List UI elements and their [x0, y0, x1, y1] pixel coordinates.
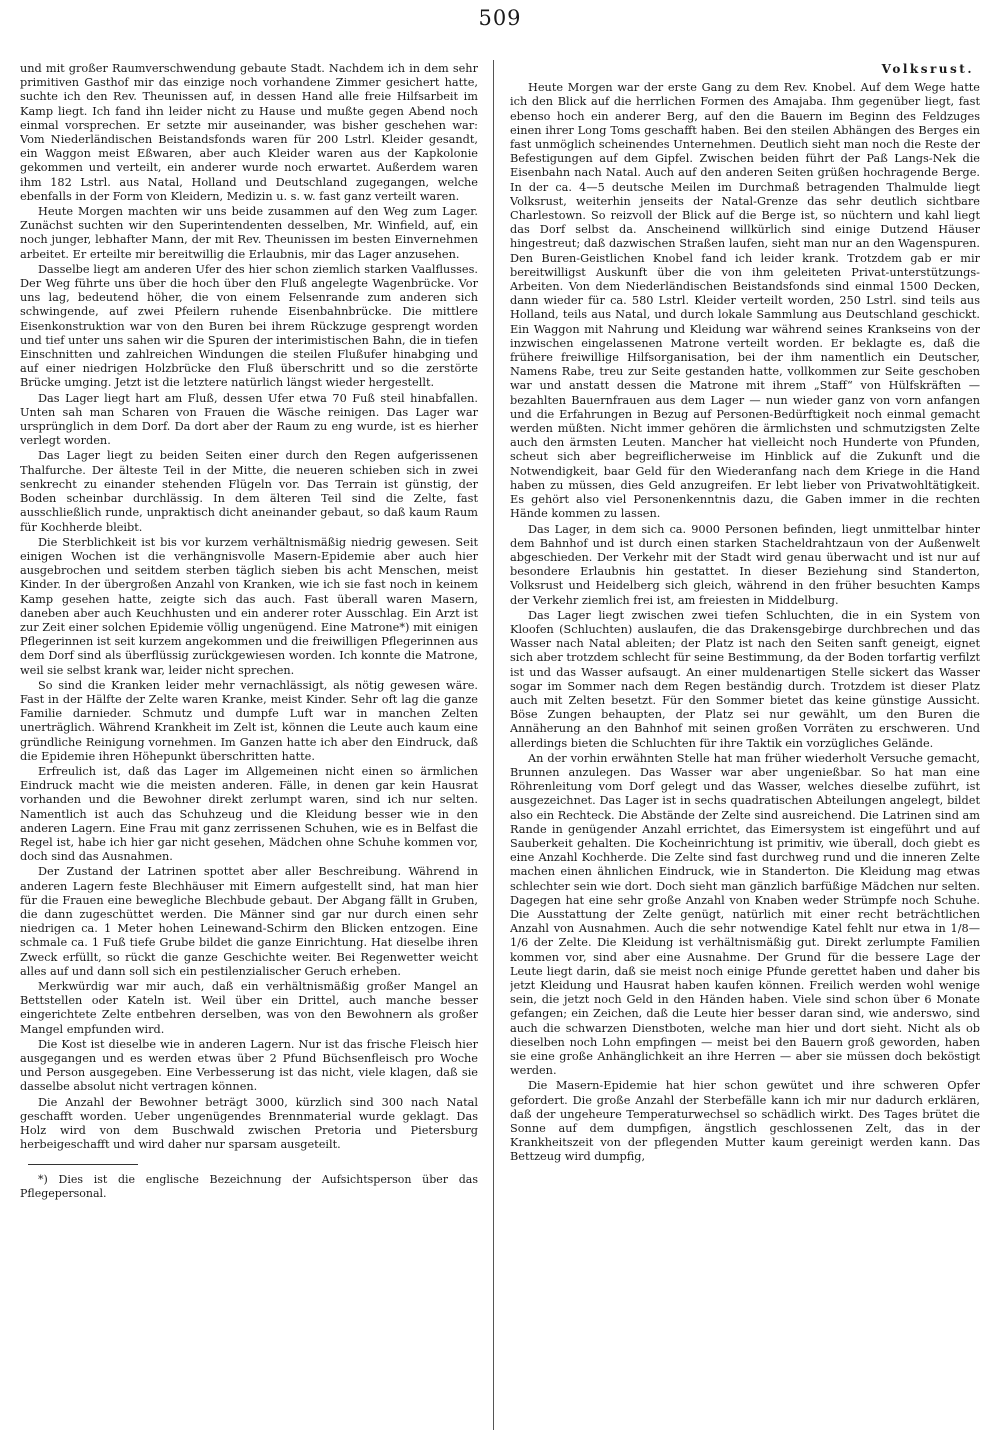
paragraph: und mit großer Raumverschwendung gebaute Stadt. Nachdem ich in dem sehr primitiven Gasthof mir das einzige noch vorhandene Zimmer gesichert hatte, suchte ich den Rev. Theunissen auf, in dessen Hand alle freie Hilfsarbeit im Kamp liegt. Ich fand ihn leider nicht zu Hause und mußte gegen Abend noch einmal vorsprechen. Er setzte mir auseinander, was bisher geschehen war: Vom Niederländischen Beistandsfonds waren für 200 Lstrl. Kleider gesandt, ein Waggon meist Eßwaren, aber auch Kleider waren aus der Kapkolonie gekommen und verteilt, ein anderer wurde noch erwartet. Außerdem waren ihm 182 Lstrl. aus Natal, Holland und Deutschland zugegangen, welche ebenfalls in der Form von Kleidern, Medizin u. s. w. fast ganz verteilt waren. — [20, 62, 478, 203]
page-number: 509 — [478, 6, 522, 30]
paragraph: Die Anzahl der Bewohner beträgt 3000, kürzlich sind 300 nach Natal geschafft worden. Ueber ungenügendes Brennmaterial wurde geklagt. Das Holz wird von dem Buschwald zwischen Pretoria und Pietersburg herbeigeschafft und wird daher nur sparsam ausgeteilt. — [20, 1095, 478, 1152]
paragraph: Heute Morgen war der erste Gang zu dem Rev. Knobel. Auf dem Wege hatte ich den Blick auf die herrlichen Formen des Amajaba. Ihm gegenüber liegt, fast ebenso hoch ein anderer Berg, auf den die Bauern im Beginn des Feldzuges einen ihrer Long Toms geschafft haben. Bei den steilen Abhängen des Berges ein fast unmöglich scheinendes Unternehmen. Deutlich sieht man noch die Reste der Befestigungen auf dem Gipfel. Zwischen beiden führt der Paß Langs-Nek die Eisenbahn nach Natal. Auch auf den anderen Seiten grüßen hochragende Berge. In der ca. 4—5 deutsche Meilen im Durchmaß betragenden Thalmulde liegt Volksrust, weiterhin jenseits der Natal-Grenze das sehr deutlich sichtbare Charlestown. So reizvoll der Blick auf die Berge ist, so nüchtern und kahl liegt das Dorf selbst da. Anscheinend willkürlich sind einige Dutzend Häuser hingestreut; daß dazwischen Straßen laufen, sieht man nur an den Wagenspuren. Den Buren-Geistlichen Knobel fand ich leider krank. Trotzdem gab er mir bereitwilligst Auskunft über die von ihm geleiteten Privat-unterstützungs-Arbeiten. Von dem Niederländischen Beistandsfonds sind einmal 1500 Decken, dann wieder für ca. 580 Lstrl. Kleider verteilt worden, 250 Lstrl. sind teils aus Holland, teils aus Natal, und durch lokale Sammlung aus Deutschland geschickt. Ein Waggon mit Nahrung und Kleidung war während seines Krankseins von der inzwischen eingelassenen Matrone verteilt worden. Er beklagte es, daß die frühere freiwillige Hilfsorganisation, bei der ihm namentlich ein Deutscher, Namens Rabe, treu zur Seite gestanden hatte, vollkommen zur Seite geschoben war und anstatt dessen die Matrone mit ihrem „Staff“ von Hülfskräften — bezahlten Bauernfrauen aus dem Lager — nun wieder ganz von vorn anfangen und die Erfahrungen in Bezug auf Personen-Bedürftigkeit noch einmal gemacht werden müßten. Nicht immer gehören die ärmlichsten und schmutzigsten Zelte auch den ärmsten Leuten. Mancher hat vielleicht noch Hunderte von Pfunden, scheut sich aber begreiflicherweise im Hinblick auf die Zukunft und die Notwendigkeit, baar Geld für den Wiederanfang nach dem Kriege in die Hand haben zu müssen, dies Geld anzugreifen. Er lebt lieber von Privatwohltätigkeit. Es gehört also viel Personenkenntnis dazu, die Gaben immer in die rechten Hände kommen zu lassen. — [510, 81, 980, 521]
right-column — [510, 62, 980, 1428]
paragraph: An der vorhin erwähnten Stelle hat man früher wiederholt Versuche gemacht, Brunnen anzulegen. Das Wasser war aber ungenießbar. So hat man eine Röhrenleitung vom Dorf gelegt und das Wasser, welches dieselbe zuführt, ist ausgezeichnet. Das Lager ist in sechs quadratischen Abteilungen angelegt, bildet also ein Rechteck. Die Abstände der Zelte sind ausreichend. Die Latrinen sind am Rande in genügender Anzahl errichtet, das Eimersystem ist eingeführt und auf Sauberkeit gehalten. Die Kocheinrichtung ist primitiv, wie überall, doch giebt es eine Anzahl Kochherde. Die Zelte sind fast durchweg rund und die inneren Zelte machen einen ähnlichen Eindruck, wie in Standerton. Die Kleidung mag etwas schlechter sein wie dort. Doch sieht man gänzlich barfüßige Mädchen nur selten. Dagegen hat eine sehr große Anzahl von Knaben weder Strümpfe noch Schuhe. Die Ausstattung der Zelte genügt, natürlich mit einer recht beträchtlichen Anzahl von Ausnahmen. Auch die sehr notwendige Katel fehlt nur etwa in 1/8—1/6 der Zelte. Die Kleidung ist verhältnismäßig gut. Direkt zerlumpte Familien kommen vor, sind aber eine Ausnahme. Der Grund für die bessere Lage der Leute liegt darin, daß sie meist noch einige Pfunde gerettet haben und daher bis jetzt Kleidung und Hausrat haben kaufen können. Freilich werden wohl wenige sein, die jetzt noch Geld in den Händen haben. Viele sind schon über 6 Monate gefangen; ein Zeichen, daß die Leute hier besser daran sind, wie anderswo, sind auch die schwarzen Dienstboten, welche man hier und dort sieht. Nicht als ob dieselben noch Lohn empfingen — meist bei den Bauern groß geworden, haben sie eine große Anhänglichkeit an ihre Herren — aber sie müssen doch beköstigt werden. — [510, 751, 980, 1078]
paragraph: Das Lager liegt hart am Fluß, dessen Ufer etwa 70 Fuß steil hinabfallen. Unten sah man Scharen von Frauen die Wäsche reinigen. Das Lager war ursprünglich in dem Dorf. Da dort aber der Raum zu eng wurde, ist es hierher verlegt worden. — [20, 391, 478, 448]
paragraph: So sind die Kranken leider mehr vernachlässigt, als nötig gewesen wäre. Fast in der Hälfte der Zelte waren Kranke, meist Kinder. Sehr oft lag die ganze Familie darnieder. Schmutz und dumpfe Luft war in manchen Zelten unerträglich. Während Krankheit im Zelt ist, können die Leute auch kaum eine gründliche Reinigung vornehmen. Im Ganzen hatte ich aber den Eindruck, daß die Epidemie ihren Höhepunkt überschritten hatte. — [20, 678, 478, 763]
paragraph: Das Lager, in dem sich ca. 9000 Personen befinden, liegt unmittelbar hinter dem Bahnhof und ist durch einen starken Stacheldrahtzaun von der Außenwelt abgeschieden. Der Verkehr mit der Stadt wird genau überwacht und ist nur auf besondere Erlaubnis hin gestattet. In dieser Beziehung sind Standerton, Volksrust und Heidelberg sich gleich, während in den früher besuchten Kamps der Verkehr ziemlich frei ist, am freiesten in Middelburg. — [510, 522, 980, 607]
footnote: *) Dies ist die englische Bezeichnung der Aufsichtsperson über das Pflegepersonal. — [20, 1173, 478, 1201]
paragraph: Die Kost ist dieselbe wie in anderen Lagern. Nur ist das frische Fleisch hier ausgegangen und es werden etwas über 2 Pfund Büchsenfleisch pro Woche und Person ausgegeben. Eine Verbesserung ist das nicht, viele klagen, daß sie dasselbe absolut nicht vertragen können. — [20, 1037, 478, 1094]
footnote-rule — [28, 1164, 138, 1165]
paragraph: Merkwürdig war mir auch, daß ein verhältnismäßig großer Mangel an Bettstellen oder Kateln ist. Weil über ein Drittel, auch manche besser eingerichtete Zelte entbehren derselben, was von den Bewohnern als großer Mangel empfunden wird. — [20, 980, 478, 1036]
left-column — [20, 62, 478, 1428]
paragraph: Das Lager liegt zu beiden Seiten einer durch den Regen aufgerissenen Thalfurche. Der älteste Teil in der Mitte, die neueren schieben sich in zwei senkrecht zu einander stehenden Flügeln vor. Das Terrain ist günstig, der Boden scheinbar durchlässig. In dem älteren Teil sind die Zelte, fast ausschließlich runde, unpraktisch dicht aneinander gebaut, so daß kaum Raum für Kochherde bleibt. — [20, 449, 478, 534]
paragraph: Heute Morgen machten wir uns beide zusammen auf den Weg zum Lager. Zunächst suchten wir den Superintendenten desselben, Mr. Winfield, auf, ein noch junger, lebhafter Mann, der mit Rev. Theunissen im besten Einvernehmen arbeitet. Er erteilte mir bereitwillig die Erlaubnis, mir das Lager anzusehen. — [20, 205, 478, 261]
paragraph: Der Zustand der Latrinen spottet aber aller Beschreibung. Während in anderen Lagern feste Blechhäuser mit Eimern aufgestellt sind, hat man hier für die Frauen eine bewegliche Blechbude gebaut. Der Abgang fällt in Gruben, die dann zugeschüttet werden. Die Männer sind gar nur durch einen sehr niedrigen ca. 1 Meter hohen Leinewand-Schirm den Blicken entzogen. Eine schmale ca. 1 Fuß tiefe Grube bildet die ganze Einrichtung. Hat dieselbe ihren Zweck erfüllt, so rückt die ganze Geschichte weiter. Bei Regenwetter weicht alles auf und dann soll sich ein pestilenzialischer Geruch erheben. — [20, 865, 478, 978]
paragraph: Das Lager liegt zwischen zwei tiefen Schluchten, die in ein System von Kloofen (Schluchten) auslaufen, die das Drakensgebirge durchbrechen und das Wasser nach Natal ableiten; der Platz ist nach den Seiten sanft geneigt, eignet sich aber trotzdem schlecht für seine Bestimmung, da der Boden torfartig verfilzt ist und das Wasser aufsaugt. An einer muldenartigen Stelle sickert das Wasser sogar im Sommer nach dem Regen beständig durch. Trotzdem ist dieser Platz auch mit Zelten besetzt. Für den Sommer bietet das keine günstige Aussicht. Böse Zungen behaupten, der Platz sei nur gewählt, um den Buren die Annäherung an den Bahnhof mit seinen großen Vorräten zu erschweren. Und allerdings bieten die Schluchten für ihre Taktik ein vorzügliches Gelände. — [510, 608, 980, 750]
paragraph: Die Masern-Epidemie hat hier schon gewütet und ihre schweren Opfer gefordert. Die große Anzahl der Sterbefälle kann ich mir nur dadurch erklären, daß der ungeheure Temperaturwechsel so schädlich wirkt. Des Tages brütet die Sonne auf dem dumpfigen, ängstlich geschlossenen Zelt, das in der Krankheitszeit von der pflegenden Mutter kaum gereinigt werden kann. Das Bettzeug wird dumpfig, — [510, 1079, 980, 1164]
paragraph: Dasselbe liegt am anderen Ufer des hier schon ziemlich starken Vaalflusses. Der Weg führte uns über die hoch über den Fluß angelegte Wagenbrücke. Vor uns lag, bedeutend höher, die von einem Felsenrande zum anderen sich schwingende, auf zwei Pfeilern ruhende Eisenbahnbrücke. Die mittlere Eisenkonstruktion war von den Buren bei ihrem Rückzuge gesprengt worden und tief unter uns sahen wir die Spuren der interimistischen Bahn, die in tiefen Einschnitten und zahlreichen Windungen die steilen Flußufer hinabging und auf einer niedrigen Holzbrücke den Fluß überschritt und so die zerstörte Brücke umging. Jetzt ist die letztere natürlich längst wieder hergestellt. — [20, 262, 478, 390]
paragraph: Erfreulich ist, daß das Lager im Allgemeinen nicht einen so ärmlichen Eindruck macht wie die meisten anderen. Fälle, in denen gar kein Hausrat vorhanden und die Bewohner direkt zerlumpt waren, sind ich nur selten. Namentlich ist auch das Schuhzeug und die Kleidung besser wie in den anderen Lagern. Eine Frau mit ganz zerrissenen Schuhen, wie es in Belfast die Regel ist, habe ich hier gar nicht gesehen, Mädchen ohne Schuhe kommen vor, doch sind das Ausnahmen. — [20, 764, 478, 864]
paragraph: Die Sterblichkeit ist bis vor kurzem verhältnismäßig niedrig gewesen. Seit einigen Wochen ist die verhängnisvolle Masern-Epidemie aber auch hier ausgebrochen und seitdem sterben täglich sieben bis acht Menschen, meist Kinder. In der übergroßen Anzahl von Kranken, wie ich sie fast noch in keinem Kamp gesehen hatte, zeigte sich das auch. Fast überall waren Masern, daneben aber auch Keuchhusten und ein anderer roter Ausschlag. Ein Arzt ist zur Zeit einer solchen Epidemie völlig ungenügend. Eine Matrone*) mit einigen Pflegerinnen ist seit kurzem angekommen und die freiwilligen Pflegerinnen aus dem Dorf sind als überflüssig zurückgewiesen worden. Ich konnte die Matrone, weil sie selbst krank war, leider nicht sprechen. — [20, 535, 478, 677]
section-heading: Volksrust. — [881, 62, 974, 76]
column-divider — [493, 60, 494, 1430]
